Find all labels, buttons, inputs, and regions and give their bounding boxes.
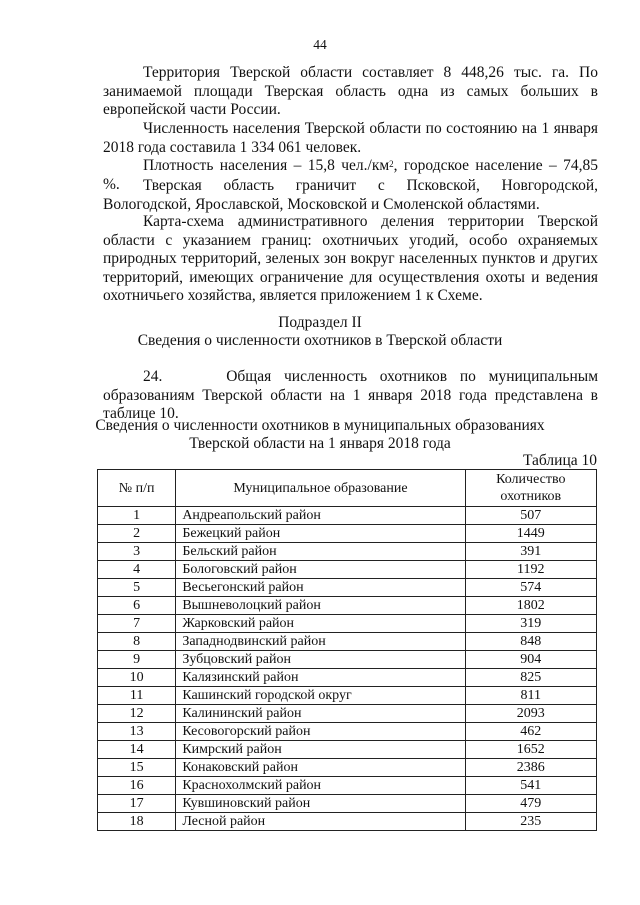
- table-row: [98, 633, 597, 651]
- subsection-title: Подраздел II: [278, 314, 362, 331]
- cell-name: Вышневолоцкий район: [176, 597, 465, 615]
- table-row: [98, 525, 597, 543]
- paragraph-text: Тверская область граничит с Псковской, Новгородской, Вологодской, Ярославской, Московской и Смоленской областями.: [103, 177, 598, 213]
- cell-name: Калязинский район: [176, 669, 465, 687]
- cell-count: 1802: [465, 597, 596, 615]
- table-caption-line2: Тверской области на 1 января 2018 года: [189, 435, 451, 452]
- header-count: Количество охотников: [465, 470, 596, 507]
- page-number: 44: [313, 37, 327, 52]
- cell-num: 7: [98, 615, 176, 633]
- table-label: Таблица 10: [522, 452, 597, 469]
- table-row: [98, 795, 597, 813]
- header-num: № п/п: [98, 470, 176, 507]
- cell-name: Зубцовский район: [176, 651, 465, 669]
- cell-count: 1449: [465, 525, 596, 543]
- cell-count: 1652: [465, 741, 596, 759]
- table-row: [98, 579, 597, 597]
- cell-count: 2386: [465, 759, 596, 777]
- cell-num: 18: [98, 813, 176, 831]
- cell-name: Бежецкий район: [176, 525, 465, 543]
- cell-num: 5: [98, 579, 176, 597]
- paragraph-text: Общая численность охотников по муниципальным образованиям Тверской области на 1 января 2018 года представлена в таблице 10.: [103, 368, 599, 422]
- cell-num: 15: [98, 759, 176, 777]
- paragraph-borders: [103, 177, 598, 214]
- cell-count: 825: [465, 669, 596, 687]
- cell-name: Бологовский район: [176, 561, 465, 579]
- cell-name: Андреапольский район: [176, 507, 465, 525]
- cell-count: 479: [465, 795, 596, 813]
- cell-name: Кимрский район: [176, 741, 465, 759]
- cell-name: Кашинский городской округ: [176, 687, 465, 705]
- cell-name: Конаковский район: [176, 759, 465, 777]
- table-row: [98, 669, 597, 687]
- cell-name: Калининский район: [176, 705, 465, 723]
- cell-count: 848: [465, 633, 596, 651]
- table-row: [98, 777, 597, 795]
- table-row: [98, 597, 597, 615]
- table-row: [98, 651, 597, 669]
- item-number: 24.: [143, 368, 163, 385]
- cell-num: 13: [98, 723, 176, 741]
- paragraph-item-24: [103, 368, 598, 424]
- table-row: [98, 723, 597, 741]
- cell-num: 11: [98, 687, 176, 705]
- cell-num: 3: [98, 543, 176, 561]
- paragraph-map: [103, 213, 598, 306]
- cell-count: 391: [465, 543, 596, 561]
- table-row: [98, 741, 597, 759]
- cell-num: 2: [98, 525, 176, 543]
- cell-name: Бельский район: [176, 543, 465, 561]
- header-name: Муниципальное образование: [176, 470, 465, 507]
- hunters-table: [97, 469, 597, 831]
- cell-name: Жарковский район: [176, 615, 465, 633]
- cell-num: 8: [98, 633, 176, 651]
- cell-count: 1192: [465, 561, 596, 579]
- table-row: [98, 705, 597, 723]
- cell-num: 14: [98, 741, 176, 759]
- cell-name: Краснохолмский район: [176, 777, 465, 795]
- table-row: [98, 687, 597, 705]
- cell-name: Весьегонский район: [176, 579, 465, 597]
- cell-num: 9: [98, 651, 176, 669]
- paragraph-territory: [103, 64, 598, 120]
- cell-count: 235: [465, 813, 596, 831]
- cell-count: 462: [465, 723, 596, 741]
- cell-count: 319: [465, 615, 596, 633]
- cell-count: 2093: [465, 705, 596, 723]
- table-row: [98, 543, 597, 561]
- paragraph-text: Территория Тверской области составляет 8 448,26 тыс. га. По занимаемой площади Тверская область одна из самых больших в европейской части России.: [103, 64, 598, 118]
- table-row: [98, 759, 597, 777]
- table-row: [98, 813, 597, 831]
- superscript: 2: [389, 159, 394, 169]
- cell-num: 10: [98, 669, 176, 687]
- cell-name: Лесной район: [176, 813, 465, 831]
- table-row: [98, 615, 597, 633]
- cell-num: 6: [98, 597, 176, 615]
- cell-num: 12: [98, 705, 176, 723]
- table-row: [98, 561, 597, 579]
- cell-name: Кесовогорский район: [176, 723, 465, 741]
- paragraph-population: [103, 120, 598, 157]
- table-caption-line1: Сведения о численности охотников в муниципальных образованиях: [95, 417, 545, 434]
- cell-name: Западнодвинский район: [176, 633, 465, 651]
- cell-count: 811: [465, 687, 596, 705]
- cell-name: Кувшиновский район: [176, 795, 465, 813]
- paragraph-text: Карта-схема административного деления территории Тверской области с указанием границ: охотничьих угодий, особо охраняемых природных территорий, зеленых зон вокруг населенных пунктов и других территорий, имеющих ограничение для осуществления охоты и ведения охотничьего хозяйства, является приложением 1 к Схеме.: [103, 213, 598, 304]
- table-row: [98, 507, 597, 525]
- table-header-row: [98, 470, 597, 507]
- paragraph-text: , городское население – 74,85 %.: [103, 157, 598, 193]
- cell-count: 904: [465, 651, 596, 669]
- paragraph-text: Плотность населения – 15,8 чел./км: [143, 157, 390, 174]
- cell-num: 17: [98, 795, 176, 813]
- cell-count: 574: [465, 579, 596, 597]
- paragraph-text: Численность населения Тверской области по состоянию на 1 января 2018 года составила 1 334 061 человек.: [103, 120, 598, 156]
- cell-num: 1: [98, 507, 176, 525]
- cell-count: 541: [465, 777, 596, 795]
- cell-count: 507: [465, 507, 596, 525]
- cell-num: 4: [98, 561, 176, 579]
- subsection-subtitle: Сведения о численности охотников в Тверской области: [137, 332, 503, 349]
- cell-num: 16: [98, 777, 176, 795]
